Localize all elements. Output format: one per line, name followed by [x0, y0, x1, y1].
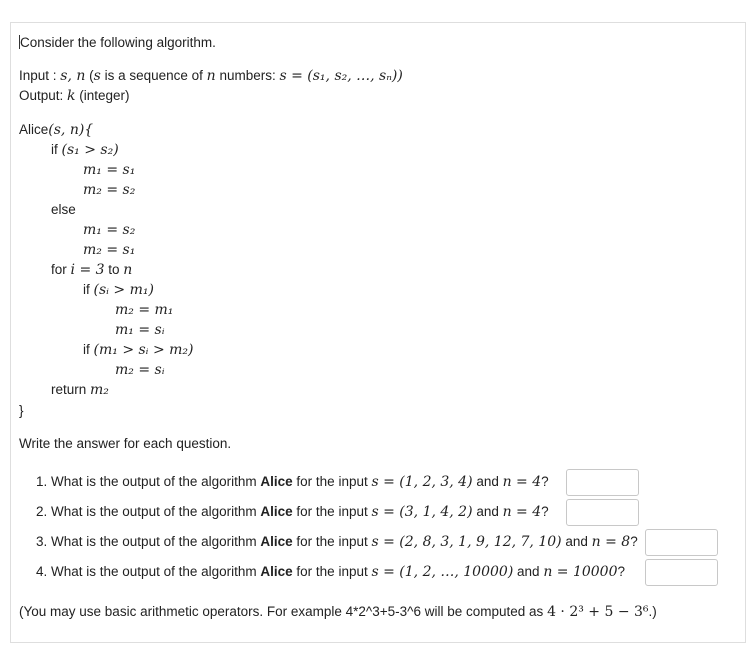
assign-m1-si: m₁ = sᵢ: [115, 322, 165, 338]
assign-m2-s1: m₂ = s₁: [83, 242, 136, 258]
input-line: Input : s, n (s is a sequence of n numbers: s = (s₁, s₂, …, sₙ)): [19, 68, 403, 84]
answer-input-1[interactable]: [566, 469, 639, 496]
assign-m1-s2: m₁ = s₂: [83, 222, 136, 238]
assign-m2-si: m₂ = sᵢ: [115, 362, 165, 378]
intro-text: Consider the following algorithm.: [20, 35, 216, 50]
if-statement-1: if (s₁ > s₂): [51, 142, 119, 158]
question-3: 3. What is the output of the algorithm Alice for the input s = (2, 8, 3, 1, 9, 12, 7, 10) and n = 8?: [36, 534, 638, 550]
algorithm-header: Alice(s, n){: [19, 122, 94, 138]
if-statement-2: if (sᵢ > m₁): [83, 282, 154, 298]
if-statement-3: if (m₁ > sᵢ > m₂): [83, 342, 194, 358]
question-4: 4. What is the output of the algorithm Alice for the input s = (1, 2, …, 10000) and n = 10000?: [36, 564, 626, 580]
else-keyword: else: [51, 202, 76, 217]
question-2: 2. What is the output of the algorithm Alice for the input s = (3, 1, 4, 2) and n = 4?: [36, 504, 549, 520]
for-loop: for i = 3 to n: [51, 262, 133, 278]
arithmetic-note: (You may use basic arithmetic operators. For example 4*2^3+5-3^6 will be computed as 4 · 2³ + 5 − 3⁶.): [19, 604, 657, 620]
assign-m1-s1: m₁ = s₁: [83, 162, 136, 178]
output-line: Output: k (integer): [19, 88, 130, 104]
answer-input-2[interactable]: [566, 499, 639, 526]
answer-input-3[interactable]: [645, 529, 718, 556]
assign-m2-m1: m₂ = m₁: [115, 302, 174, 318]
return-statement: return m₂: [51, 382, 109, 398]
question-1: 1. What is the output of the algorithm Alice for the input s = (1, 2, 3, 4) and n = 4?: [36, 474, 549, 490]
closing-brace: }: [19, 403, 24, 418]
answer-input-4[interactable]: [645, 559, 718, 586]
instructions-text: Write the answer for each question.: [19, 436, 232, 451]
assign-m2-s2: m₂ = s₂: [83, 182, 136, 198]
